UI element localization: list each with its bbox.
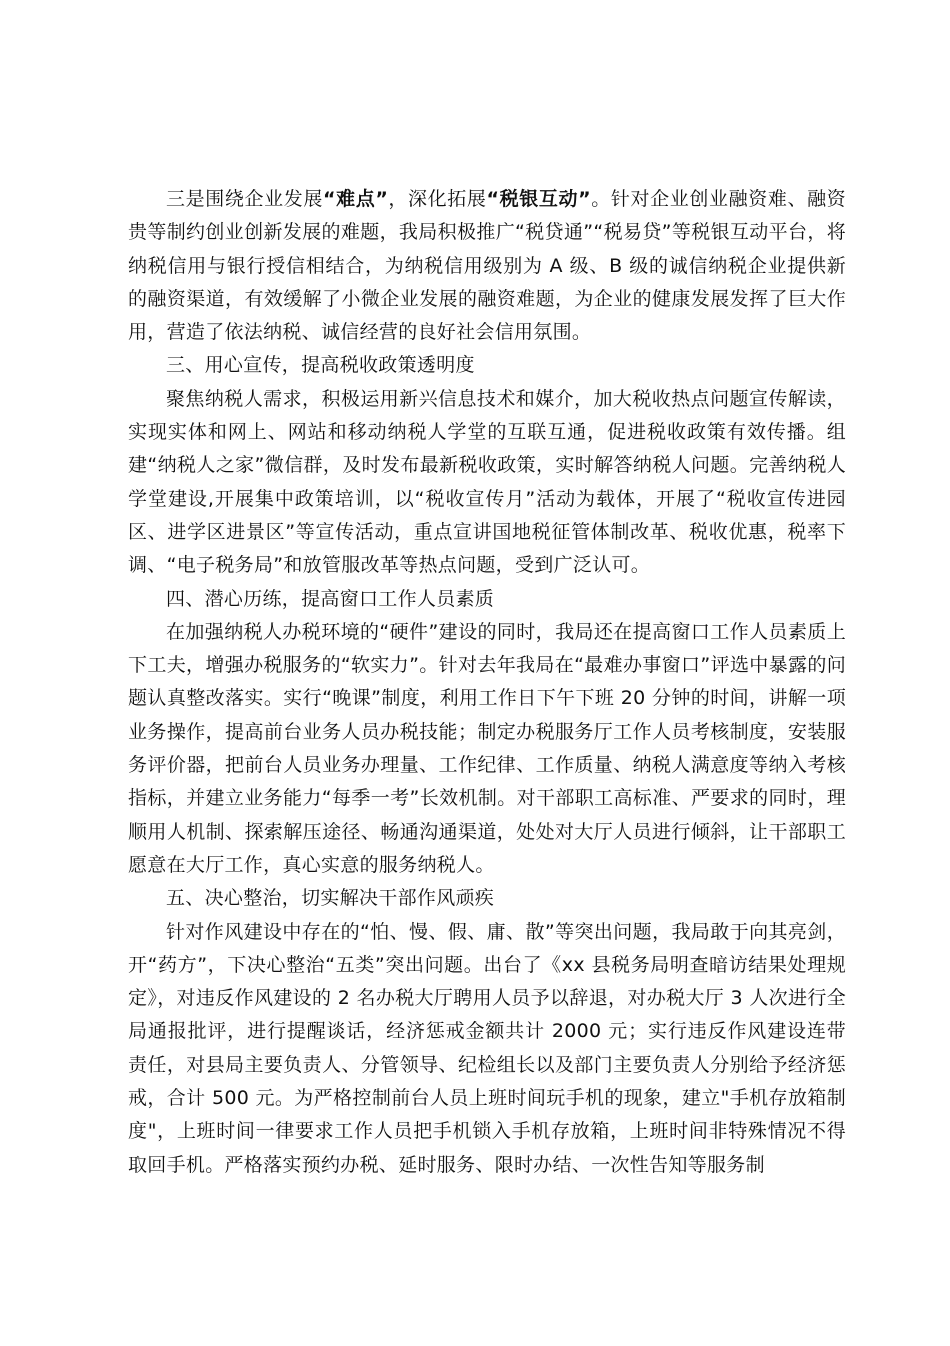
paragraph-publicity: 聚焦纳税人需求，积极运用新兴信息技术和媒介，加大税收热点问题宣传解读，实现实体和网上、网站和移动纳税人学堂的互联互通，促进税收政策有效传播。组建“纳税人之家”微信群，及时发布最新税收政策，实时解答纳税人问题。完善纳税人学堂建设,开展集中政策培训，以“税收宣传月”活动为载体，开展了“税收宣传进园区、进学区进景区”等宣传活动，重点宣讲国地税征管体制改革、税收优惠，税率下调、“电子税务局”和放管服改革等热点问题，受到广泛认可。 bbox=[128, 387, 846, 577]
section-heading-5: 五、决心整治，切实解决干部作风顽疾 bbox=[166, 887, 495, 910]
paragraph-rest-text: 。针对企业创业融资难、融资贵等制约创业创新发展的难题，我局积极推广“税贷通”“税易贷”等税银互动平台，将纳税信用与银行授信相结合，为纳税信用级别为 A 级、B 级的诚信纳税企业提供新的融资渠道，有效缓解了小微企业发展的融资难题，为企业的健康发展发挥了巨大作用，营造了依法纳税、诚信经营的良好社会信用氛围。 bbox=[128, 188, 846, 344]
section-heading-4: 四、潜心历练，提高窗口工作人员素质 bbox=[166, 587, 495, 610]
paragraph-work-style: 针对作风建设中存在的“怕、慢、假、庸、散”等突出问题，我局敢于向其亮剑，开“药方”，下决心整治“五类”突出问题。出台了《xx 县税务局明查暗访结果处理规定》，对违反作风建设的 2 名办税大厅聘用人员予以辞退，对办税大厅 3 人次进行全局通报批评，进行提醒谈话，经济惩戒金额共计 2000 元；实行违反作风建设连带责任，对县局主要负责人、分管领导、纪检组长以及部门主要负责人分别给予经济惩戒，合计 500 元。为严格控制前台人员上班时间玩手机的现象，建立"手机存放箱制度"，上班时间一律要求工作人员把手机锁入手机存放箱，上班时间非特殊情况不得取回手机。严格落实预约办税、延时服务、限时办结、一次性告知等服务制 bbox=[128, 920, 846, 1176]
section-heading-3: 三、用心宣传，提高税收政策透明度 bbox=[166, 354, 475, 377]
paragraph-staff-quality: 在加强纳税人办税环境的“硬件”建设的同时，我局还在提高窗口工作人员素质上下工夫，增强办税服务的“软实力”。针对去年我局在“最难办事窗口”评选中暴露的问题认真整改落实。实行“晚课”制度，利用工作日下午下班 20 分钟的时间，讲解一项业务操作，提高前台业务人员办税技能；制定办税服务厅工作人员考核制度，安装服务评价器，把前台人员业务办理量、工作纪律、工作质量、纳税人满意度等纳入考核指标，并建立业务能力“每季一考”长效机制。对干部职工高标准、严要求的同时，理顺用人机制、探索解压途径、畅通沟通渠道，处处对大厅人员进行倾斜，让干部职工愿意在大厅工作，真心实意的服务纳税人。 bbox=[128, 620, 846, 876]
paragraph-lead-text: 三是围绕企业发展 bbox=[166, 188, 323, 210]
paragraph-mid-text: ，深化拓展 bbox=[388, 188, 487, 210]
paragraph-tax-bank-interaction bbox=[128, 183, 846, 349]
document-body bbox=[128, 183, 846, 1182]
bold-term-tax-bank: “税银互动” bbox=[486, 188, 591, 210]
bold-term-difficulty: “难点” bbox=[322, 188, 389, 210]
